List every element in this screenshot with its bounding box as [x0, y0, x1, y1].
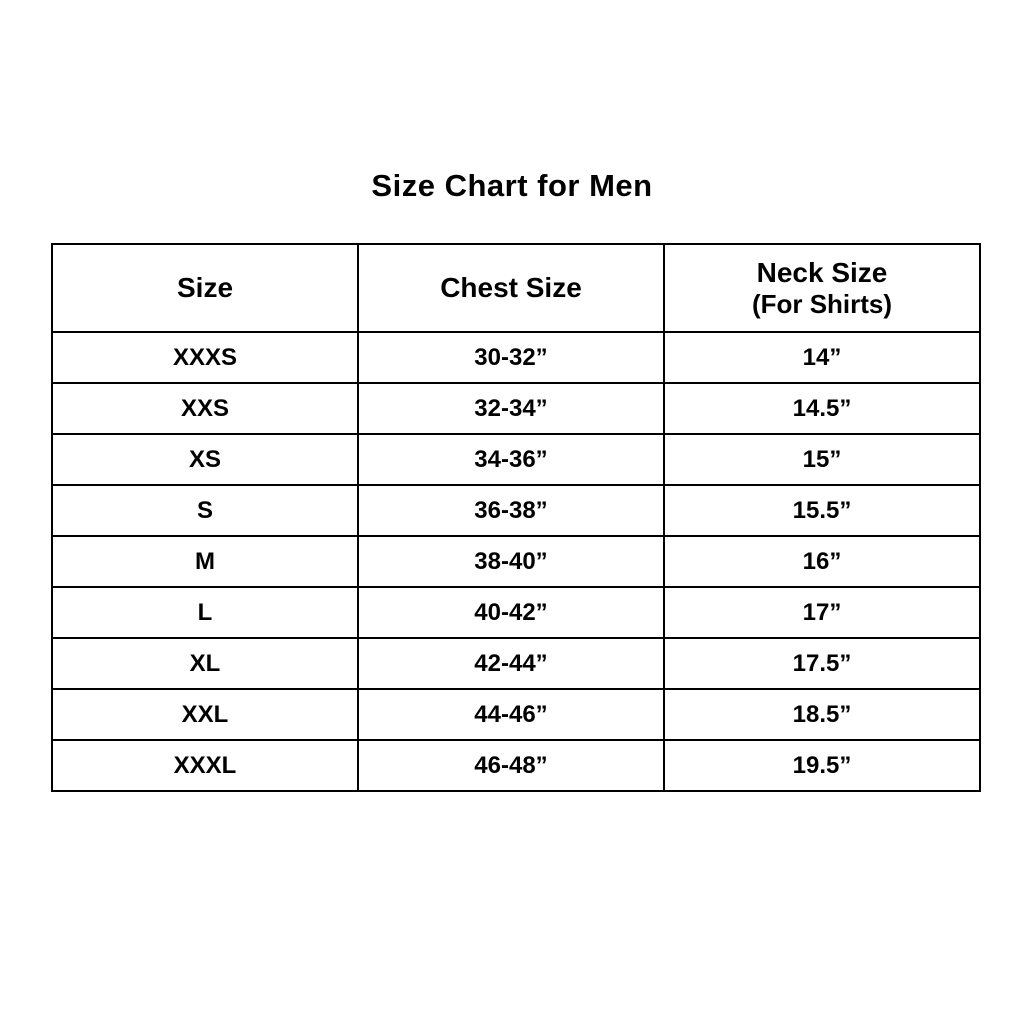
- size-chart-table: [51, 243, 981, 792]
- table-row-xxl: [52, 689, 980, 740]
- chest-cell: 36-38”: [358, 485, 664, 536]
- neck-cell: 16”: [664, 536, 980, 587]
- table-row-xxxs: [52, 332, 980, 383]
- neck-cell: 15”: [664, 434, 980, 485]
- chest-cell: 40-42”: [358, 587, 664, 638]
- neck-cell: 17.5”: [664, 638, 980, 689]
- column-header-chest-label: Chest Size: [440, 272, 582, 304]
- size-cell: XXL: [52, 689, 358, 740]
- chest-cell: 30-32”: [358, 332, 664, 383]
- chest-cell: 42-44”: [358, 638, 664, 689]
- size-cell: XS: [52, 434, 358, 485]
- table-row-l: [52, 587, 980, 638]
- column-header-chest-size: [358, 244, 664, 332]
- table-row-xs: [52, 434, 980, 485]
- size-cell: XL: [52, 638, 358, 689]
- neck-cell: 14.5”: [664, 383, 980, 434]
- column-header-size-label: Size: [176, 272, 234, 304]
- chest-cell: 32-34”: [358, 383, 664, 434]
- table-body: [52, 332, 980, 791]
- column-header-size: [52, 244, 358, 332]
- size-cell: L: [52, 587, 358, 638]
- size-cell: XXXL: [52, 740, 358, 791]
- size-cell: S: [52, 485, 358, 536]
- chest-cell: 38-40”: [358, 536, 664, 587]
- table-row-s: [52, 485, 980, 536]
- chest-cell: 34-36”: [358, 434, 664, 485]
- table-header: [52, 244, 980, 332]
- neck-cell: 17”: [664, 587, 980, 638]
- neck-cell: 15.5”: [664, 485, 980, 536]
- table-row-m: [52, 536, 980, 587]
- column-header-neck-sublabel: (For Shirts): [751, 289, 893, 320]
- size-cell: XXS: [52, 383, 358, 434]
- table-row-xxs: [52, 383, 980, 434]
- neck-cell: 14”: [664, 332, 980, 383]
- neck-cell: 18.5”: [664, 689, 980, 740]
- header-row: [52, 244, 980, 332]
- size-cell: XXXS: [52, 332, 358, 383]
- table-row-xl: [52, 638, 980, 689]
- chest-cell: 46-48”: [358, 740, 664, 791]
- column-header-neck-size: [664, 244, 980, 332]
- table-row-xxxl: [52, 740, 980, 791]
- column-header-neck-label: Neck Size: [756, 256, 888, 288]
- page-title: Size Chart for Men: [371, 168, 653, 203]
- chest-cell: 44-46”: [358, 689, 664, 740]
- size-cell: M: [52, 536, 358, 587]
- neck-cell: 19.5”: [664, 740, 980, 791]
